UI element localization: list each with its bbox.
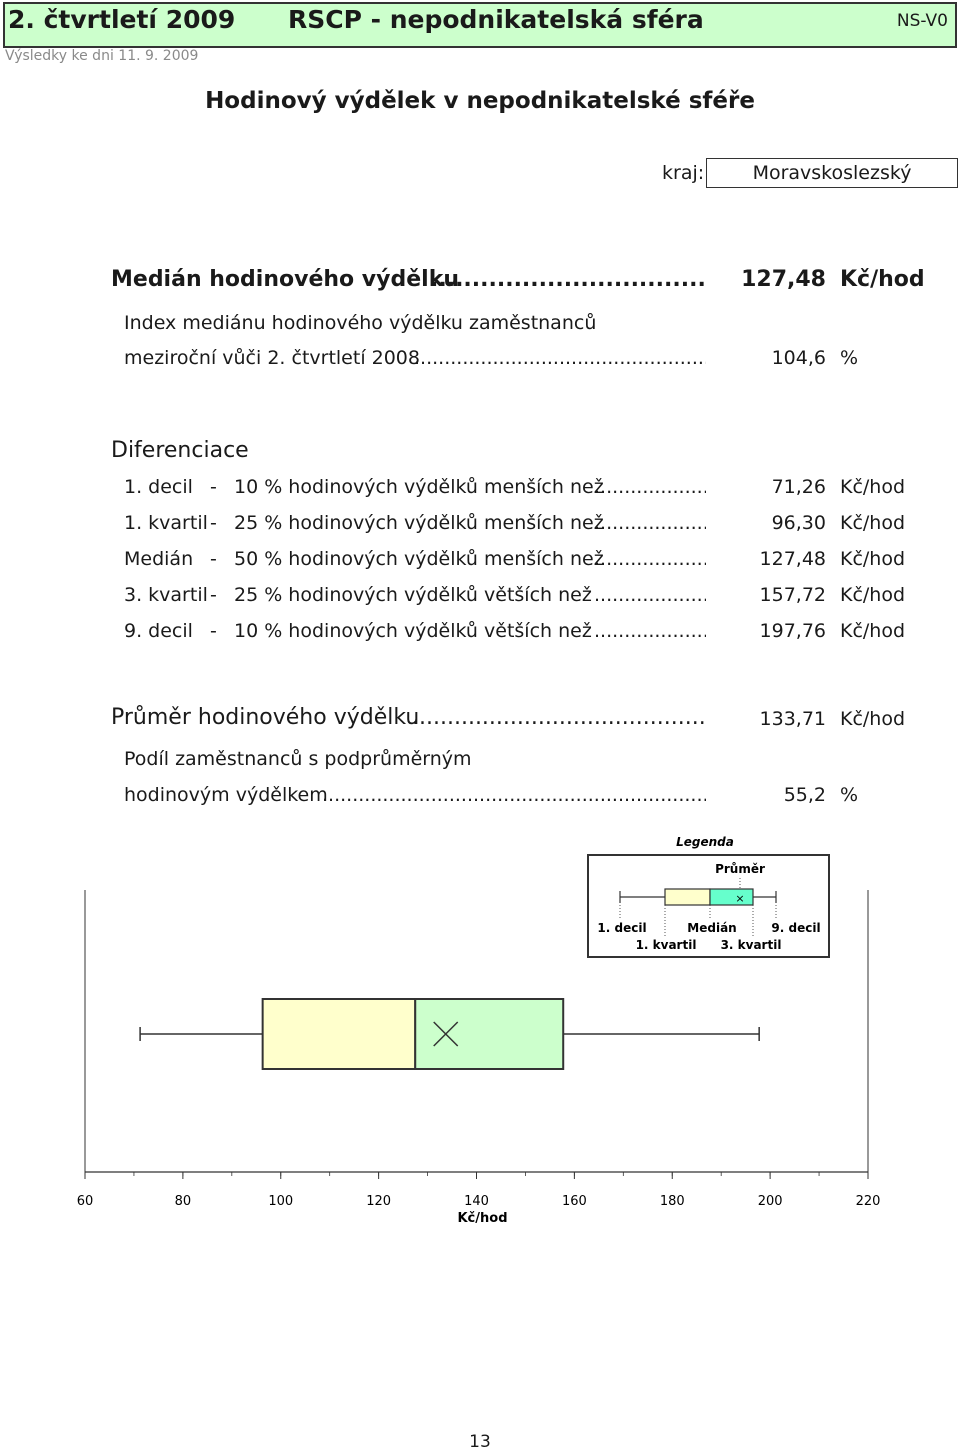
row-description: 50 % hodinových výdělků menších než <box>234 548 604 570</box>
row-leader-dots <box>594 512 706 534</box>
row-unit: Kč/hod <box>840 512 906 534</box>
row-description: 25 % hodinových výdělků větších než <box>234 584 592 606</box>
legend-title: Legenda <box>676 835 734 849</box>
median-leader-dots <box>430 267 706 292</box>
row-value: 157,72 <box>759 584 826 606</box>
median-unit: Kč/hod <box>840 267 925 292</box>
legend-median-label: Medián <box>687 921 737 935</box>
x-tick-label: 60 <box>76 1194 94 1209</box>
x-tick-label: 220 <box>855 1194 881 1209</box>
average-value: 133,71 <box>759 708 826 730</box>
legend-decile1-label: 1. decil <box>597 921 647 935</box>
legend-lower-box <box>665 889 710 905</box>
x-axis-label: Kč/hod <box>457 1211 508 1226</box>
legend-mean-marker: × <box>735 892 745 905</box>
median-index-leader-dots <box>414 347 706 369</box>
share-value: 55,2 <box>783 784 826 806</box>
row-dash: - <box>210 620 217 642</box>
results-date: Výsledky ke dni 11. 9. 2009 <box>5 48 199 64</box>
row-name: 3. kvartil <box>124 584 208 606</box>
row-dash: - <box>210 584 217 606</box>
row-name: 9. decil <box>124 620 193 642</box>
row-leader-dots <box>594 476 706 498</box>
row-value: 96,30 <box>771 512 826 534</box>
box-upper-median-q3 <box>415 999 563 1069</box>
row-unit: Kč/hod <box>840 620 906 642</box>
average-label: Průměr hodinového výdělku <box>111 705 420 730</box>
page-number: 13 <box>469 1432 491 1452</box>
legend <box>588 835 829 957</box>
region-value: Moravskoslezský <box>706 158 958 188</box>
average-unit: Kč/hod <box>840 708 906 730</box>
row-dash: - <box>210 476 217 498</box>
x-tick-label: 160 <box>561 1194 587 1209</box>
header-quarter: 2. čtvrtletí 2009 <box>8 5 236 34</box>
row-name: 1. kvartil <box>124 512 208 534</box>
header-title: RSCP - nepodnikatelská sféra <box>288 5 704 34</box>
average-leader-dots <box>412 705 706 730</box>
row-leader-dots <box>594 620 706 642</box>
median-index-value: 104,6 <box>771 347 826 369</box>
row-name: 1. decil <box>124 476 193 498</box>
median-index-line1: Index mediánu hodinového výdělku zaměstnanců <box>124 312 597 334</box>
row-unit: Kč/hod <box>840 476 906 498</box>
row-value: 127,48 <box>759 548 826 570</box>
median-value: 127,48 <box>741 267 826 292</box>
median-index-line2: meziroční vůči 2. čtvrtletí 2008 <box>124 347 420 369</box>
page-title: Hodinový výdělek v nepodnikatelské sféře <box>205 88 755 114</box>
row-leader-dots <box>594 548 706 570</box>
row-value: 71,26 <box>771 476 826 498</box>
row-description: 10 % hodinových výdělků menších než <box>234 476 604 498</box>
legend-quartile1-label: 1. kvartil <box>635 938 697 952</box>
x-tick-label: 80 <box>174 1194 192 1209</box>
median-index-unit: % <box>840 347 859 369</box>
row-leader-dots <box>594 584 706 606</box>
legend-decile9-label: 9. decil <box>771 921 821 935</box>
share-unit: % <box>840 784 859 806</box>
x-tick-label: 140 <box>464 1194 489 1209</box>
row-description: 25 % hodinových výdělků menších než <box>234 512 604 534</box>
median-label: Medián hodinového výdělku <box>111 267 459 292</box>
region-label: kraj: <box>662 162 705 184</box>
row-value: 197,76 <box>759 620 826 642</box>
differentiation-title: Diferenciace <box>111 438 249 463</box>
header-code: NS-V0 <box>896 11 948 31</box>
x-tick-label: 180 <box>659 1194 685 1209</box>
share-line1: Podíl zaměstnanců s podprůměrným <box>124 748 472 770</box>
x-tick-label: 100 <box>268 1194 294 1209</box>
row-dash: - <box>210 548 217 570</box>
row-description: 10 % hodinových výdělků větších než <box>234 620 592 642</box>
legend-quartile3-label: 3. kvartil <box>720 938 782 952</box>
share-leader-dots <box>322 784 706 806</box>
legend-mean-label: Průměr <box>715 862 765 876</box>
x-tick-label: 200 <box>757 1194 783 1209</box>
legend-frame <box>588 855 829 957</box>
legend-upper-box <box>710 889 753 905</box>
x-tick-label: 120 <box>366 1194 392 1209</box>
box-lower-q1-median <box>263 999 416 1069</box>
row-dash: - <box>210 512 217 534</box>
share-line2: hodinovým výdělkem <box>124 784 328 806</box>
row-unit: Kč/hod <box>840 548 906 570</box>
row-unit: Kč/hod <box>840 584 906 606</box>
row-name: Medián <box>124 548 194 570</box>
boxplot-chart <box>0 830 960 1250</box>
